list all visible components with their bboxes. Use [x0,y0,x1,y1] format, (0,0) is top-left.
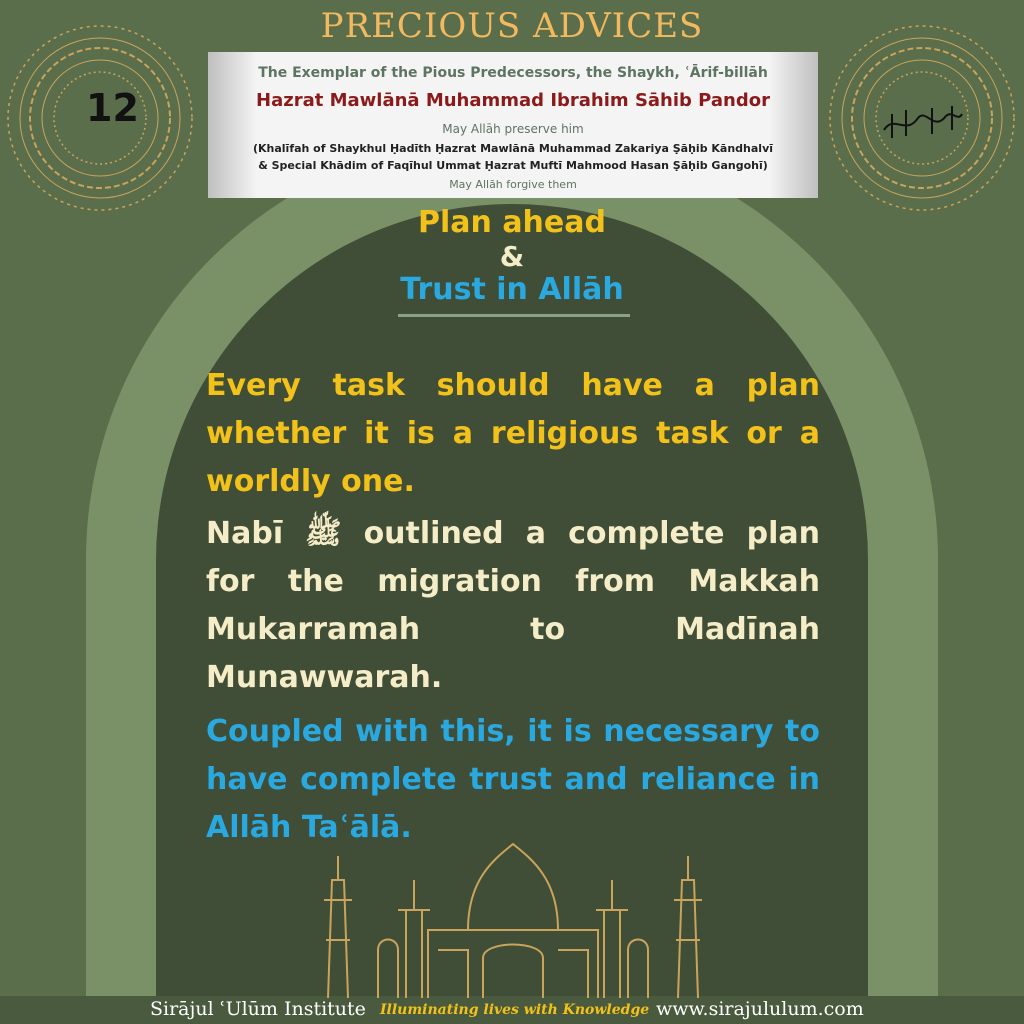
heading-underline [398,314,630,317]
author-banner [208,52,818,198]
banner-lineage-line2: & Special Khādim of Faqīhul Ummat Ḥazrat Muftī Mahmood Hasan Ṣāḥib Gangohī) [258,159,768,172]
banner-name: Hazrat Mawlānā Muhammad Ibrahim Sāhib Pandor [256,90,770,111]
paragraph-trust: Coupled with this, it is necessary to have complete trust and reliance in Allāh Taʿālā. [206,714,820,845]
banner-lineage [208,140,818,174]
footer-website[interactable]: www.sirajululum.com [656,998,864,1020]
heading-ampersand: & [499,240,525,273]
advice-number: 12 [86,86,139,130]
page-title: PRECIOUS ADVICES [320,6,704,46]
footer-institute: Sirājul ʿUlūm Institute [150,998,366,1020]
footer-tagline: Illuminating lives with Knowledge [380,1002,650,1018]
mandala-ornament-right [822,18,1022,218]
banner-epithet: The Exemplar of the Pious Predecessors, the Shaykh, ʿĀrif-billāh [258,65,768,81]
heading-trust: Trust in Allāh [400,272,624,307]
banner-lineage-line1: (Khalīfah of Shaykhul Ḥadīth Ḥazrat Mawlānā Muhammad Zakariya Ṣāḥib Kāndhalvī [252,142,774,155]
bismillah-calligraphy-icon [884,106,962,138]
mosque-outline-icon [318,840,708,998]
banner-prayer-2: May Allāh forgive them [449,178,577,191]
paragraph-migration: Nabī ﷺ outlined a complete plan for the migration from Makkah Mukarramah to Madīnah Munawwarah. [206,516,820,695]
heading-plan-ahead: Plan ahead [418,205,606,240]
paragraph-plan: Every task should have a plan whether it is a religious task or a worldly one. [206,368,820,499]
banner-prayer: May Allāh preserve him [442,122,584,136]
